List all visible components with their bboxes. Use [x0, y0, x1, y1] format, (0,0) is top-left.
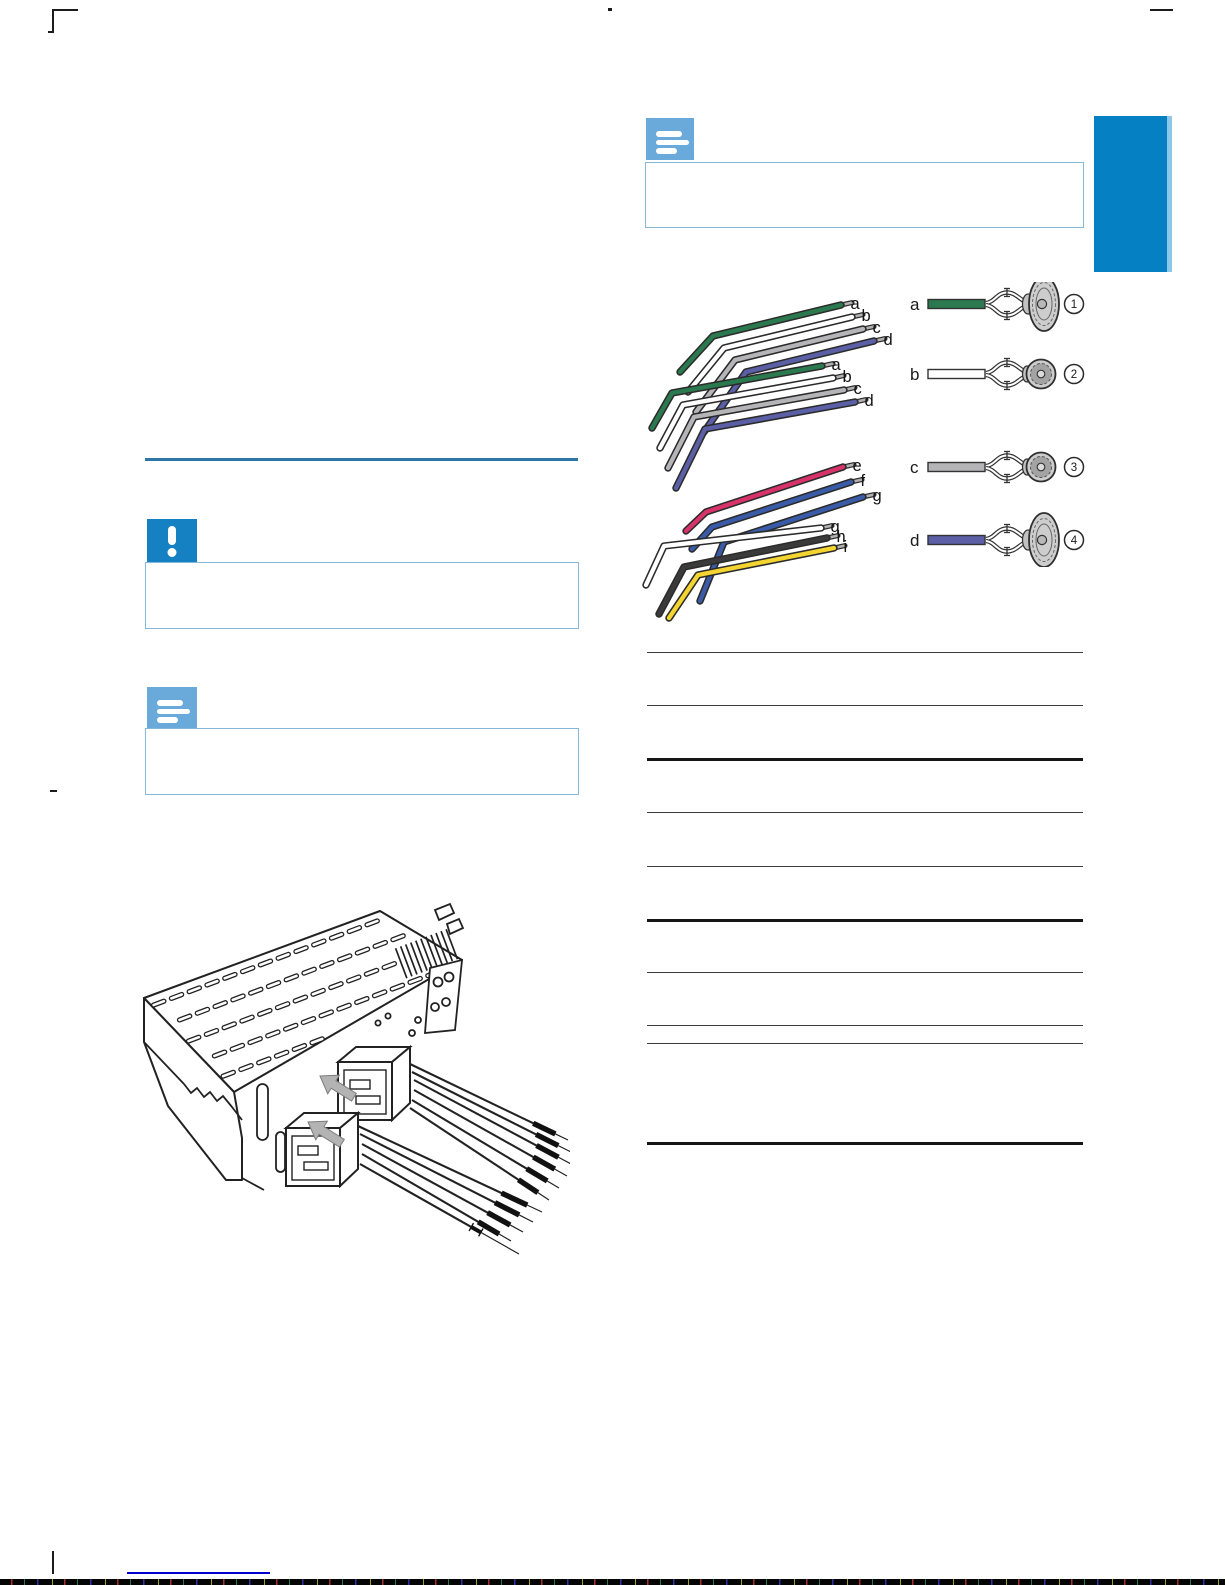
svg-text:i: i	[843, 538, 848, 556]
svg-text:h: h	[836, 528, 846, 546]
warning-icon	[147, 519, 197, 562]
margin-dash	[50, 790, 57, 792]
crop-mark-top-left-v	[52, 9, 54, 33]
footer-link-underline[interactable]	[127, 1572, 270, 1574]
crop-mark-top-right	[1150, 9, 1173, 11]
svg-text:c: c	[853, 380, 862, 398]
svg-text:d: d	[864, 392, 874, 410]
spec-table-rule-line	[647, 812, 1083, 813]
spec-table-rule-line	[647, 1025, 1083, 1026]
section-divider-rule	[145, 458, 578, 461]
note-icon	[646, 118, 694, 160]
svg-text:c: c	[872, 319, 881, 337]
svg-text:4: 4	[1070, 535, 1078, 547]
iso-connectors	[286, 1047, 410, 1186]
note-box-left	[145, 728, 579, 795]
spec-table-rule-line	[647, 758, 1083, 761]
chapter-tab	[1094, 116, 1172, 272]
spec-table-rule-line	[647, 652, 1083, 653]
note-box-top-right	[645, 162, 1084, 228]
speaker-connection-diagram	[900, 282, 1092, 567]
caution-box-left	[145, 562, 579, 629]
svg-text:c: c	[910, 458, 919, 477]
spec-table-rule-line	[647, 972, 1083, 973]
crop-mark-top-left-h	[52, 9, 78, 11]
svg-text:b: b	[842, 368, 852, 386]
head-unit-installation-illustration	[130, 880, 570, 1260]
svg-text:d: d	[883, 331, 893, 349]
svg-text:1: 1	[1070, 299, 1078, 311]
crop-mark-top-left-foot	[48, 31, 53, 33]
svg-text:2: 2	[1070, 369, 1078, 381]
svg-text:a: a	[910, 295, 920, 314]
spec-table-rule-line	[647, 705, 1083, 706]
crop-mark-top-center	[608, 8, 612, 11]
svg-text:g: g	[830, 518, 840, 536]
spec-table-rule-line	[647, 1043, 1083, 1044]
svg-text:b: b	[910, 365, 920, 384]
svg-text:3: 3	[1070, 462, 1078, 474]
wire-harness-diagram	[630, 282, 895, 627]
svg-text:f: f	[860, 472, 866, 490]
crop-mark-bottom-left	[52, 1551, 54, 1574]
svg-text:a: a	[831, 356, 841, 374]
page-edge-scan-artifact	[0, 1579, 1225, 1585]
svg-text:e: e	[852, 457, 862, 475]
svg-text:d: d	[910, 531, 920, 550]
spec-table-rule-line	[647, 919, 1083, 922]
note-icon-left	[147, 687, 197, 728]
svg-text:a: a	[850, 295, 860, 313]
spec-table-rule-line	[647, 1142, 1083, 1145]
svg-text:b: b	[861, 307, 871, 325]
svg-text:g: g	[872, 487, 882, 505]
spec-table-rule-line	[647, 866, 1083, 867]
